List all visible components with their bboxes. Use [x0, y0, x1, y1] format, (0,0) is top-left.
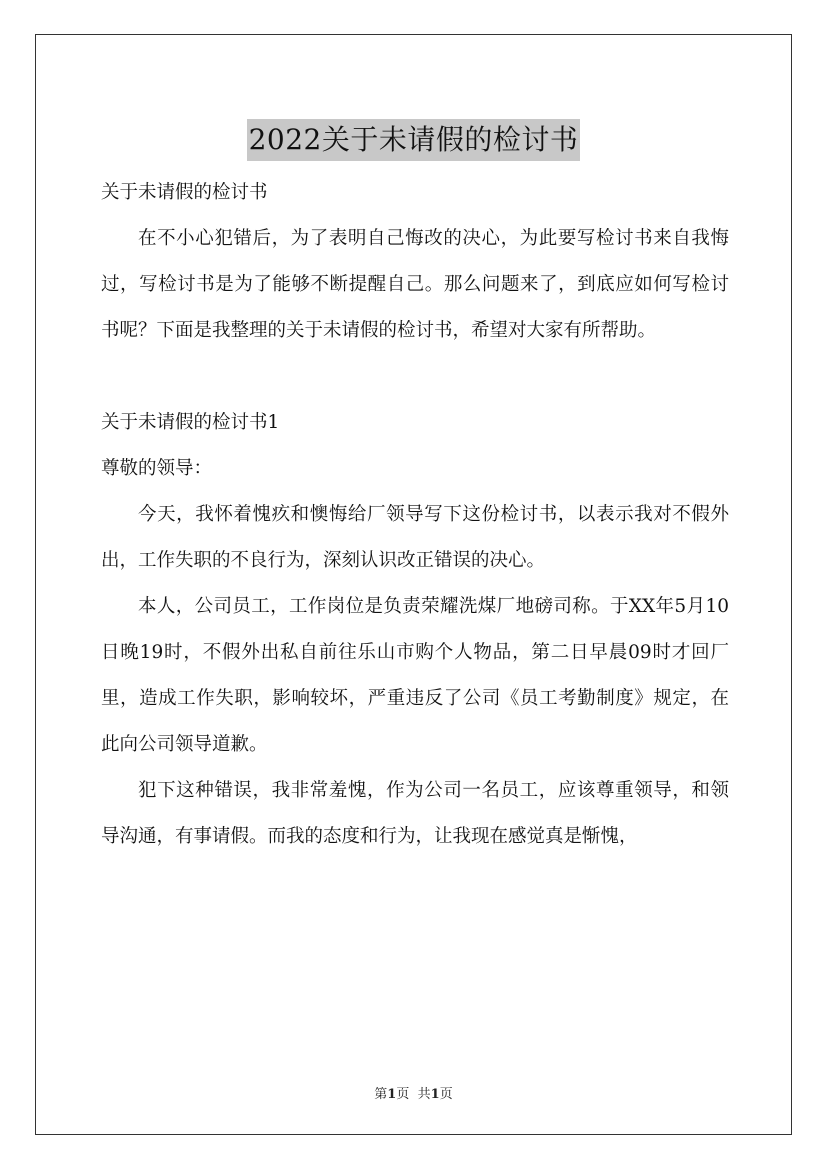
- total-label-prefix: 共: [417, 1087, 431, 1102]
- total-label-suffix: 页: [439, 1087, 453, 1102]
- document-title: 2022关于未请假的检讨书: [247, 119, 581, 161]
- body-paragraph-3: 犯下这种错误，我非常羞愧，作为公司一名员工，应该尊重领导，和领导沟通，有事请假。而我的态度和行为，让我现在感觉真是惭愧，: [101, 780, 729, 847]
- total-pages: 1: [430, 1087, 440, 1102]
- page-footer: [0, 1083, 827, 1102]
- title-container: [0, 100, 827, 180]
- page-number: 1: [387, 1087, 397, 1102]
- section-spacer: [101, 354, 729, 400]
- intro-paragraph: 在不小心犯错后，为了表明自己悔改的决心，为此要写检讨书来自我悔过，写检讨书是为了能够不断提醒自己。那么问题来了，到底应如何写检讨书呢？下面是我整理的关于未请假的检讨书，希望对大家有所帮助。: [101, 228, 729, 341]
- document-subtitle: 关于未请假的检讨书: [101, 182, 268, 203]
- page-label-suffix: 页: [396, 1087, 410, 1102]
- salutation: 尊敬的领导：: [101, 458, 213, 479]
- document-body: [101, 170, 729, 860]
- body-paragraph-2: 本人，公司员工，工作岗位是负责荣耀洗煤厂地磅司称。于XX年5月10日晚19时，不假外出私自前往乐山市购个人物品，第二日早晨09时才回厂里，造成工作失职，影响较坏，严重违反了公司《员工考勤制度》规定，在此向公司领导道歉。: [101, 596, 729, 755]
- section-heading: 关于未请假的检讨书1: [101, 412, 280, 433]
- page-label-prefix: 第: [374, 1087, 388, 1102]
- body-paragraph-1: 今天，我怀着愧疚和懊悔给厂领导写下这份检讨书，以表示我对不假外出，工作失职的不良行为，深刻认识改正错误的决心。: [101, 504, 729, 571]
